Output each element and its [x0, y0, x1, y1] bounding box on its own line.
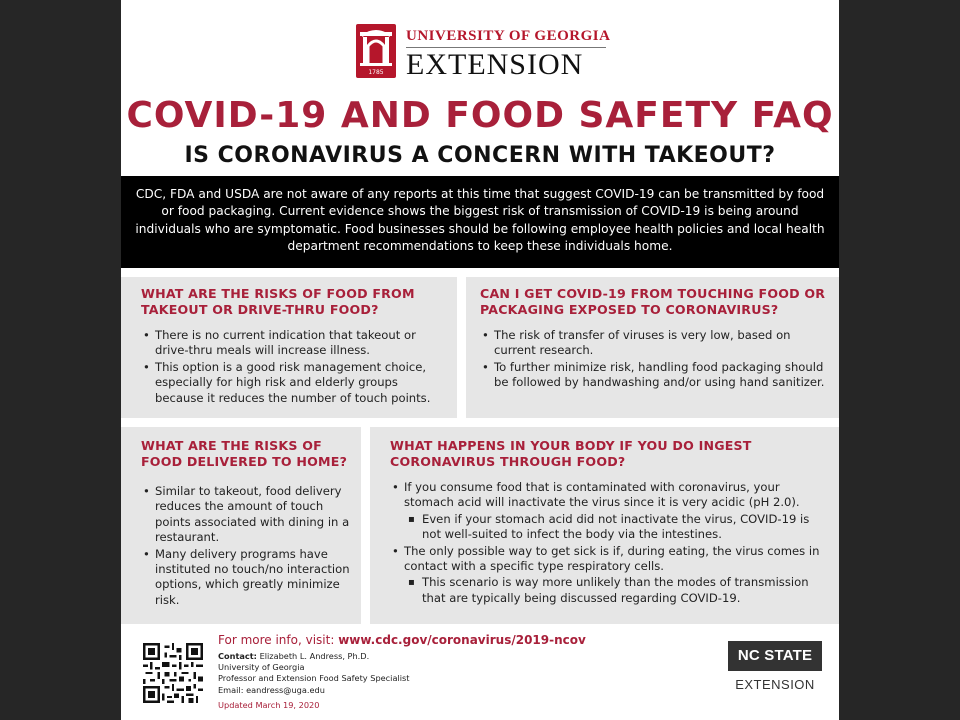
- faq-card-takeout: [121, 277, 457, 418]
- arch-seal-icon: [356, 24, 396, 78]
- contact-email[interactable]: eandress@uga.edu: [246, 684, 325, 695]
- faq-card-delivery: [121, 427, 361, 624]
- faq-bullet: • There is no current indication that takeout or drive-thru meals will increase illness.: [141, 328, 447, 359]
- faq-card-ingest: [370, 427, 839, 624]
- faq-bullets: [141, 328, 447, 406]
- faq-bullet: • If you consume food that is contaminated with coronavirus, your stomach acid will inactivate the virus since it is very acidic (pH 2.0).: [390, 480, 829, 511]
- faq-bullet: • Similar to takeout, food delivery reduces the amount of touch points associated with dining in a restaurant.: [141, 484, 351, 546]
- faq-heading: CAN I GET COVID-19 FROM TOUCHING FOOD OR PACKAGING EXPOSED TO CORONAVIRUS?: [480, 286, 826, 317]
- more-info-link[interactable]: www.cdc.gov/coronavirus/2019-ncov: [338, 633, 586, 647]
- faq-bullets: [390, 480, 829, 606]
- more-info-prefix: For more info, visit:: [218, 633, 339, 647]
- faq-heading: WHAT ARE THE RISKS OF FOOD DELIVERED TO HOME?: [141, 438, 348, 469]
- faq-bullet: • This option is a good risk management choice, especially for high risk and elderly groups because it reduces the number of touch points.: [141, 360, 447, 406]
- org-unit: EXTENSION: [406, 48, 584, 81]
- faq-bullets: [480, 328, 829, 391]
- faq-bullet: • Many delivery programs have instituted no touch/no interaction options, which greatly minimize risk.: [141, 547, 351, 609]
- faq-bullet: • The risk of transfer of viruses is very low, based on current research.: [480, 328, 829, 359]
- faq-bullet: • To further minimize risk, handling food packaging should be followed by handwashing and/or using hand sanitizer.: [480, 360, 829, 391]
- uga-extension-logo: [356, 20, 616, 86]
- intro-text: CDC, FDA and USDA are not aware of any reports at this time that suggest COVID-19 can be transmitted by food or food packaging. Current evidence shows the biggest risk of transmission of COVID-19 is being around individuals who are symptomatic. Food businesses should be following employee health policies and local health department recommendations to keep these individuals home.: [121, 176, 839, 268]
- partner-logo-name: NC STATE: [728, 641, 822, 671]
- faq-heading: WHAT ARE THE RISKS OF FOOD FROM TAKEOUT OR DRIVE-THRU FOOD?: [141, 286, 415, 317]
- partner-logo-unit: EXTENSION: [735, 677, 815, 692]
- faq-sub-bullet: ▪ This scenario is way more unlikely than the modes of transmission that are typically being discussed regarding COVID-19.: [390, 575, 829, 606]
- email-label: Email:: [218, 684, 244, 695]
- contact-org: University of Georgia: [218, 662, 305, 673]
- qr-code-icon[interactable]: [143, 643, 203, 703]
- contact-title: Professor and Extension Food Safety Specialist: [218, 673, 410, 684]
- more-info-line: [218, 633, 586, 647]
- faq-bullets: [141, 484, 351, 608]
- page-subtitle: IS CORONAVIRUS A CONCERN WITH TAKEOUT?: [184, 143, 776, 168]
- page-title: COVID-19 AND FOOD SAFETY FAQ: [126, 95, 834, 136]
- faq-sub-bullet: ▪ Even if your stomach acid did not inactivate the virus, COVID-19 is not well-suited to infect the body via the intestines.: [390, 512, 829, 543]
- contact-block: [218, 651, 410, 696]
- seal-year: 1785: [368, 69, 384, 76]
- faq-poster: [121, 0, 839, 720]
- faq-heading: WHAT HAPPENS IN YOUR BODY IF YOU DO INGEST CORONAVIRUS THROUGH FOOD?: [390, 438, 752, 469]
- contact-name: Elizabeth L. Andress, Ph.D.: [259, 651, 370, 661]
- updated-date: Updated March 19, 2020: [218, 700, 320, 710]
- org-name: UNIVERSITY OF GEORGIA: [406, 28, 611, 44]
- faq-bullet: • The only possible way to get sick is if, during eating, the virus comes in contact with a specific type respiratory cells.: [390, 544, 829, 575]
- faq-card-packaging: [466, 277, 839, 418]
- contact-label: Contact:: [218, 651, 257, 661]
